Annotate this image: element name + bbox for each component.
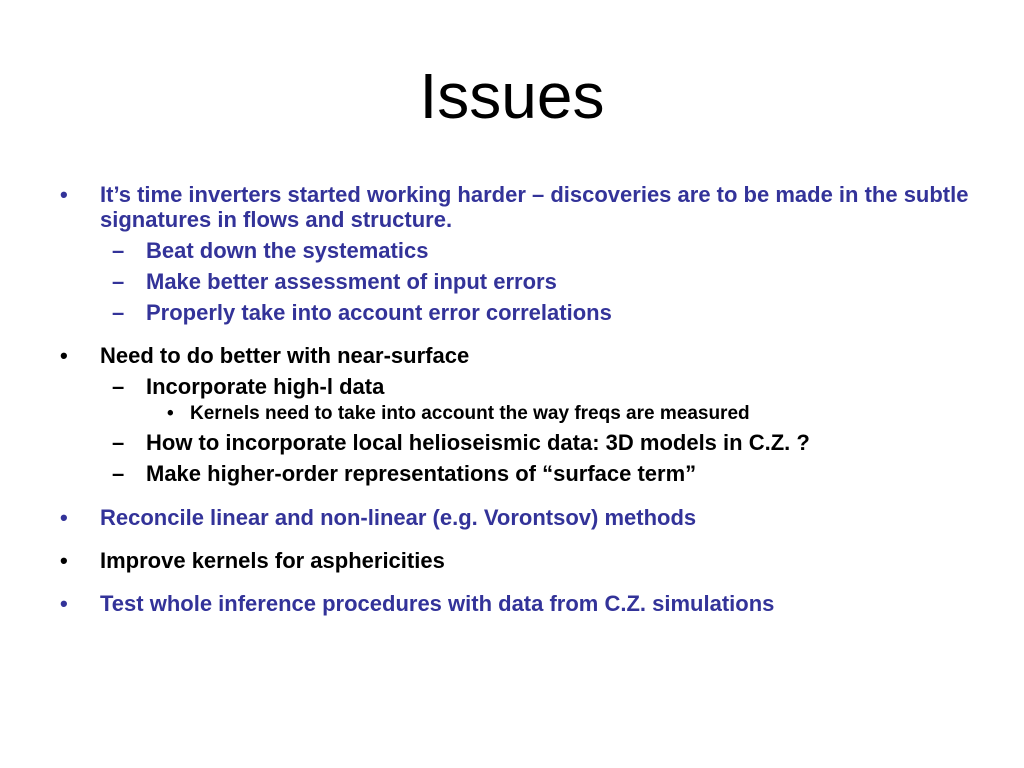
dash-marker: – [112,430,125,455]
slide-title: Issues [419,60,605,132]
bullet-text: Reconcile linear and non-linear (e.g. Vorontsov) methods [100,505,697,530]
bullet-text: Test whole inference procedures with data from C.Z. simulations [100,591,775,616]
dash-marker: – [112,461,125,486]
bullet-item [56,343,976,368]
slide-content [56,182,976,616]
dash-marker: – [112,374,125,399]
bullet-item [56,548,976,573]
bullet-item [56,182,976,232]
sub-item-text: How to incorporate local helioseismic data: 3D models in C.Z. ? [146,430,810,455]
dash-marker: – [112,300,125,325]
bullet-text: Improve kernels for asphericities [100,548,445,573]
bullet-marker: • [60,591,68,616]
bullet-text: It’s time inverters started working harder – discoveries are to be made in the subtle signatures in flows and structure. [100,182,969,232]
bullet-item [56,505,976,530]
sub-item [56,238,976,263]
bullet-marker: • [60,343,68,368]
sub-item [56,461,976,486]
sub-item-text: Beat down the systematics [146,238,429,263]
sub-item [56,269,976,294]
dash-marker: – [112,238,125,263]
bullet-item [56,591,976,616]
bullet-marker: • [60,548,68,573]
sub-item-text: Incorporate high-l data [146,374,385,399]
bullet-marker: • [60,182,68,207]
sub-item [56,374,976,399]
sub-item-text: Make better assessment of input errors [146,269,557,294]
sub-item-text: Properly take into account error correlations [146,300,612,325]
bullet-text: Need to do better with near-surface [100,343,470,368]
sub-sub-item-text: Kernels need to take into account the way freqs are measured [190,403,750,424]
sub-item-text: Make higher-order representations of “surface term” [146,461,697,486]
sub-item [56,300,976,325]
sub-item [56,430,976,455]
dash-marker: – [112,269,125,294]
sub-sub-item [56,403,976,425]
bullet-marker: • [60,505,68,530]
bullet-marker: • [167,403,174,424]
